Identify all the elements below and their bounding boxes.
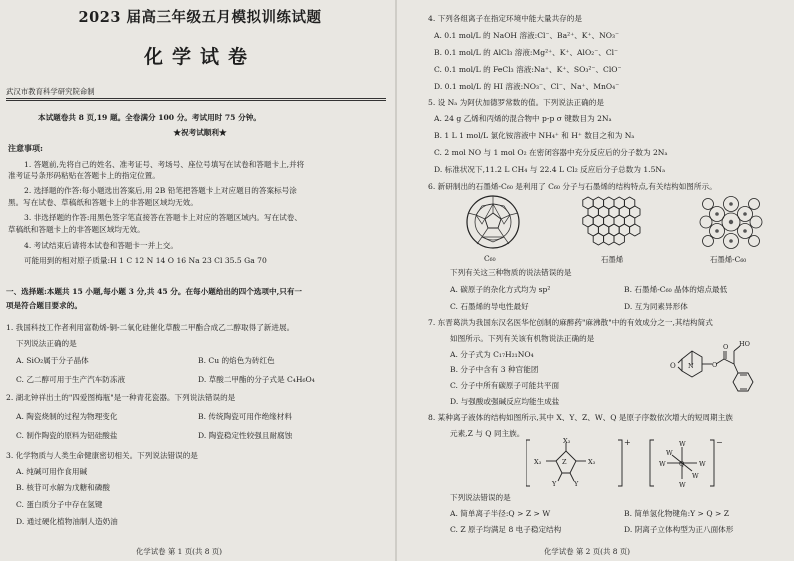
q8-question: 下列说法错误的是: [450, 493, 511, 502]
q8-anion-w-bottom: W: [679, 481, 686, 489]
q8-structure-figure: [526, 437, 726, 489]
q1-stem-cont: 下列说法正确的是: [16, 339, 77, 348]
q3-stem: 3. 化学物质与人类生命健康密切相关。下列说法错误的是: [6, 451, 198, 460]
q8-anion-w-left: W: [659, 460, 666, 468]
q2-option-b: B. 传统陶瓷可用作绝缘材料: [198, 412, 292, 421]
q8-cation-left-label: X₃: [534, 458, 542, 466]
page-1: [0, 0, 394, 561]
notice-line: 2. 选择题的作答:每小题选出答案后,用 2B 铅笔把答题卡上对应题目的答案标号涂: [24, 186, 297, 195]
graphene-c60-figure: [698, 191, 764, 253]
q5-option-a: A. 24 g 乙烯和丙烯的混合物中 p-p σ 键数目为 2Nₐ: [434, 114, 612, 123]
q7-option-a: A. 分子式为 C₁₇H₂₁NO₄: [450, 350, 534, 359]
page-1-footer: 化学试卷 第 1 页(共 8 页): [136, 547, 223, 556]
q4-option-a: A. 0.1 mol/L 的 NaOH 溶液:Cl⁻、Ba²⁺、K⁺、NO₃⁻: [434, 31, 619, 40]
q8-cation-top-label: X₃: [563, 437, 571, 445]
q8-cation-sub-y1: Y: [552, 480, 557, 488]
q8-anion-w-upper-left: W: [666, 449, 673, 457]
q3-option-a: A. 纯碱可用作食用碱: [16, 467, 88, 476]
q2-option-d: D. 陶瓷稳定性较强且耐腐蚀: [198, 431, 293, 440]
c60-figure: [464, 193, 522, 251]
header-rule: [6, 98, 386, 99]
q8-charge-minus: −: [716, 438, 723, 447]
q1-option-d: D. 草酸二甲酯的分子式是 C₄H₆O₄: [198, 375, 315, 384]
q8-option-c: C. Z 原子均满足 8 电子稳定结构: [450, 525, 562, 534]
atomic-masses-line: 可能用到的相对原子质量:H 1 C 12 N 14 O 16 Na 23 Cl 35.5 Ga 70: [24, 256, 267, 265]
q6-option-b: B. 石墨烯-C₆₀ 晶体的熔点最低: [624, 285, 728, 294]
issuer-line: 武汉市教育科学研究院命制: [6, 87, 95, 96]
q4-stem: 4. 下列各组离子在指定环境中能大量共存的是: [428, 14, 582, 23]
q6-question: 下列有关这三种物质的说法错误的是: [450, 268, 572, 277]
q8-anion-center: Q: [679, 460, 685, 468]
q7-label-ho: HO: [739, 340, 750, 348]
q8-option-d: D. 阴离子立体构型为正八面体形: [624, 525, 734, 534]
q4-option-d: D. 0.1 mol/L 的 HI 溶液:NO₃⁻、Cl⁻、Na⁺、MnO₄⁻: [434, 82, 620, 91]
graphene-caption: 石墨烯: [601, 255, 624, 264]
q8-stem: 8. 某种离子液体的结构如图所示,其中 X、Y、Z、W、Q 是原子序数依次增大的短周期主族: [428, 413, 733, 422]
q4-option-c: C. 0.1 mol/L 的 FeCl₃ 溶液:Na⁺、K⁺、SO₃²⁻、ClO⁻: [434, 65, 622, 74]
q1-option-c: C. 乙二醇可用于生产汽车防冻液: [16, 375, 126, 384]
q8-anion-w-right: W: [699, 460, 706, 468]
q7-label-ester-o: O: [712, 361, 718, 369]
q5-option-c: C. 2 mol NO 与 1 mol O₂ 在密闭容器中充分反应后的分子数为 2Nₐ: [434, 148, 668, 157]
notice-line: 准考证号条形码粘贴在答题卡上的指定位置。: [8, 171, 160, 180]
q8-cation-center: Z: [562, 458, 567, 466]
q7-label-n: N: [688, 362, 694, 370]
notice-line: 1. 答题前,先将自己的姓名、准考证号、考场号、座位号填写在试卷和答题卡上,并将: [24, 160, 305, 169]
q8-anion-w-top: W: [679, 440, 686, 448]
section-heading-cont: 项是符合题目要求的。: [6, 301, 82, 310]
q7-option-d: D. 与强酸或强碱反应均能生成盐: [450, 397, 560, 406]
q7-structure-figure: [668, 337, 764, 403]
q5-option-b: B. 1 L 1 mol/L 氯化铵溶液中 NH₄⁺ 和 H⁺ 数目之和为 Nₐ: [434, 131, 635, 140]
q2-option-a: A. 陶瓷烧制的过程为物理变化: [16, 412, 118, 421]
graphene-c60-caption: 石墨烯-C₆₀: [710, 255, 747, 264]
q8-charge-plus: +: [624, 438, 631, 447]
section-heading: 一、选择题:本题共 15 小题,每小题 3 分,共 45 分。在每小题给出的四个选项中,只有一: [6, 287, 303, 296]
notice-line: 3. 非选择题的作答:用黑色签字笔直接答在答题卡上对应的答题区域内。写在试卷、: [24, 213, 302, 222]
q1-option-b: B. Cu 的焰色为砖红色: [198, 356, 275, 365]
q8-cation-sub-y2: Y: [574, 480, 579, 488]
exam-title: 2023 届高三年级五月模拟训练试题: [78, 9, 322, 26]
subject-title: 化学试卷: [143, 46, 256, 68]
q5-stem: 5. 设 Nₐ 为阿伏加德罗常数的值。下列说法正确的是: [428, 98, 604, 107]
notice-line: 4. 考试结束后请将本试卷和答题卡一并上交。: [24, 241, 178, 250]
intro-line: 本试题卷共 8 页,19 题。全卷满分 100 分。考试用时 75 分钟。: [38, 113, 261, 122]
notice-heading: 注意事项:: [8, 143, 43, 153]
q5-option-d: D. 标准状况下,11.2 L CH₄ 与 22.4 L Cl₂ 反应后分子总数为 1.5Nₐ: [434, 165, 665, 174]
notice-line: 黑。写在试卷、草稿纸和答题卡上的非答题区域均无效。: [8, 198, 198, 207]
q6-stem: 6. 新研制出的石墨烯-C₆₀ 是利用了 C₆₀ 分子与石墨烯的结构特点,有关结构如图所示。: [428, 182, 717, 191]
q7-label-carbonyl-o: O: [723, 343, 729, 351]
q6-option-c: C. 石墨烯的导电性最好: [450, 302, 529, 311]
q7-option-c: C. 分子中所有碳原子可能共平面: [450, 381, 560, 390]
q8-option-a: A. 简单离子半径:Q > Z > W: [450, 509, 551, 518]
q2-stem: 2. 湖北钟祥出土的"四爱图梅瓶"是一种青花瓷器。下列说法错误的是: [6, 393, 236, 402]
q7-stem: 7. 东晋葛洪为我国东汉名医华佗创制的麻醉药"麻沸散"中的有效成分之一,其结构简式: [428, 318, 713, 327]
q7-stem-cont: 如图所示。下列有关该有机物说法正确的是: [450, 334, 595, 343]
wish-line: ★祝考试顺利★: [173, 128, 227, 137]
page-2: [398, 0, 794, 561]
q6-option-a: A. 碳原子的杂化方式均为 sp²: [450, 285, 551, 294]
q4-option-b: B. 0.1 mol/L 的 AlCl₃ 溶液:Mg²⁺、K⁺、AlO₂⁻、Cl⁻: [434, 48, 619, 57]
q3-option-c: C. 蛋白质分子中存在氢键: [16, 500, 103, 509]
header-rule-2: [6, 100, 386, 101]
q7-option-b: B. 分子中含有 3 种官能团: [450, 365, 539, 374]
q1-stem: 1. 我国科技工作者利用富勒烯-铜-二氧化硅催化草酸二甲酯合成乙二醇取得了新进展。: [6, 323, 295, 332]
q3-option-d: D. 通过硬化植物油制人造奶油: [16, 517, 118, 526]
page-divider: [395, 0, 397, 561]
q3-option-b: B. 核苷可水解为戊糖和磷酸: [16, 483, 110, 492]
q7-label-o: O: [670, 362, 676, 370]
notice-line: 草稿纸和答题卡上的非答题区域均无效。: [8, 225, 145, 234]
q8-stem-cont: 元素,Z 与 Q 同主族。: [450, 429, 525, 438]
c60-caption: C₆₀: [484, 254, 496, 263]
q8-anion-w-lower-right: W: [692, 472, 699, 480]
q1-option-a: A. SiO₂属于分子晶体: [16, 356, 89, 365]
q6-option-d: D. 互为同素异形体: [624, 302, 688, 311]
q2-option-c: C. 制作陶瓷的原料为铝硅酸盐: [16, 431, 118, 440]
graphene-figure: [576, 193, 652, 253]
page-2-footer: 化学试卷 第 2 页(共 8 页): [544, 547, 631, 556]
q8-option-b: B. 简单氢化物键角:Y > Q > Z: [624, 509, 730, 518]
q8-cation-right-label: X₃: [588, 458, 596, 466]
